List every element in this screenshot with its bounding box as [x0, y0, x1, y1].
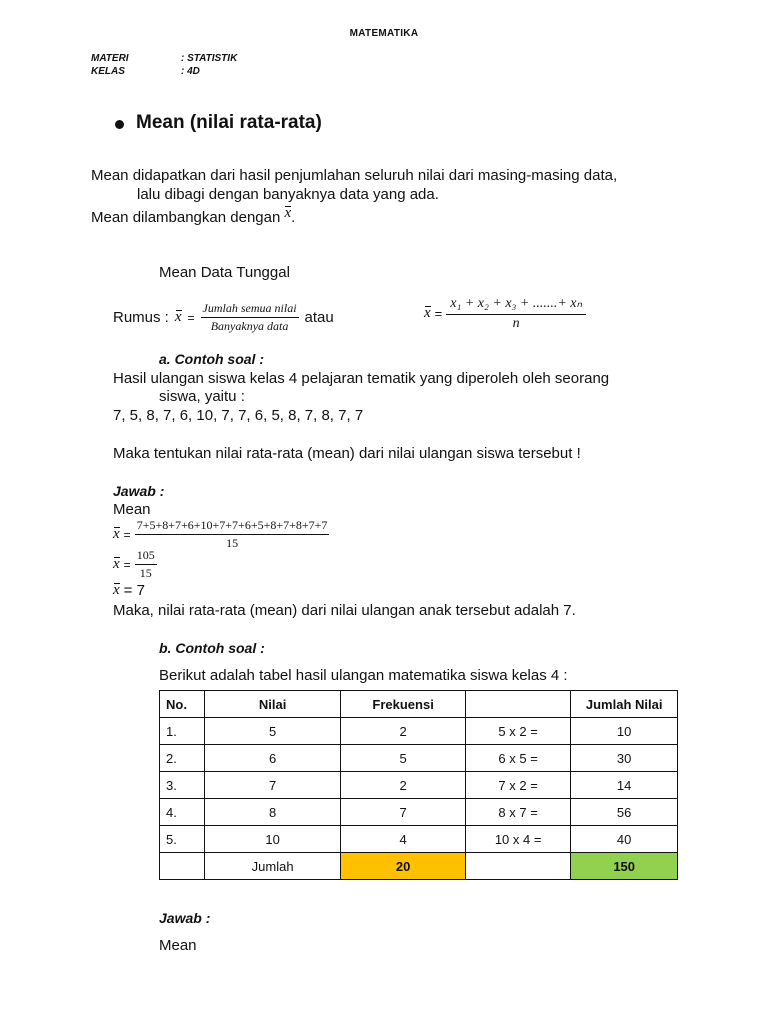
equals-sign: =: [123, 557, 131, 572]
table-cell: 6 x 5 =: [465, 745, 570, 772]
table-cell: 2: [341, 772, 466, 799]
table-cell: 7: [204, 772, 340, 799]
materi-label: MATERI: [91, 53, 129, 64]
document-title: MATEMATIKA: [349, 28, 419, 39]
fraction-numerator: Jumlah semua nilai: [201, 301, 299, 318]
xbar-symbol: x: [113, 556, 120, 572]
table-cell: 10: [204, 826, 340, 853]
xbar-symbol: x: [174, 309, 182, 325]
table-cell: 5: [341, 745, 466, 772]
sigma-formula: [424, 295, 586, 332]
table-cell: 7: [341, 799, 466, 826]
column-header: [465, 691, 570, 718]
table-cell: 5: [204, 718, 340, 745]
section-heading: Mean (nilai rata-rata): [136, 112, 322, 133]
xbar-symbol: x: [113, 582, 120, 598]
step-1-numerator: 7+5+8+7+6+10+7+7+6+5+8+7+8+7+7: [135, 518, 330, 535]
step-1: [113, 518, 329, 551]
rumus-formula: [113, 301, 334, 334]
step-3: [113, 582, 145, 599]
xbar-symbol: x: [284, 205, 292, 221]
table-cell: 10: [571, 718, 678, 745]
subheading-mean-tunggal: Mean Data Tunggal: [159, 264, 290, 281]
step-1-denominator: 15: [226, 536, 239, 550]
step-2: [113, 548, 157, 581]
sigma-numerator: x₁ + x₂ + x₃ + .......+ xₙ: [446, 295, 586, 315]
table-cell: 30: [571, 745, 678, 772]
total-frequency: 20: [341, 853, 466, 880]
table-cell: [160, 853, 205, 880]
xbar-symbol: x: [113, 526, 120, 542]
table-cell: 10 x 4 =: [465, 826, 570, 853]
table-cell: 2: [341, 718, 466, 745]
example-b-intro: Berikut adalah tabel hasil ulangan matematika siswa kelas 4 :: [159, 667, 568, 684]
equals-sign: =: [434, 306, 443, 321]
symbol-sentence-end: .: [291, 209, 296, 226]
table-row: [160, 799, 678, 826]
step-2-fraction: [135, 548, 157, 581]
table-cell: 5 x 2 =: [465, 718, 570, 745]
table-cell: 3.: [160, 772, 205, 799]
table-row: [160, 772, 678, 799]
atau-text: atau: [304, 309, 334, 326]
rumus-fraction: [201, 301, 299, 334]
table-row: [160, 745, 678, 772]
column-header: Nilai: [204, 691, 340, 718]
table-cell: 2.: [160, 745, 205, 772]
equals-sign: =: [123, 527, 131, 542]
example-a-label: a. Contoh soal :: [159, 351, 264, 367]
symbol-sentence: [91, 205, 296, 227]
table-cell: 7 x 2 =: [465, 772, 570, 799]
step-1-fraction: [135, 518, 330, 551]
table-cell: 8: [204, 799, 340, 826]
example-b-mean: Mean: [159, 937, 197, 954]
equals-sign: =: [187, 310, 195, 325]
total-sum: 150: [571, 853, 678, 880]
table-cell: 40: [571, 826, 678, 853]
sigma-fraction: [446, 295, 586, 332]
example-a-values: 7, 5, 8, 7, 6, 10, 7, 7, 6, 5, 8, 7, 8, 7, 7: [113, 407, 364, 424]
example-a-question-line-1: Hasil ulangan siswa kelas 4 pelajaran tematik yang diperoleh oleh seorang: [113, 370, 610, 387]
table-row: [160, 826, 678, 853]
example-a-mean: Mean: [113, 501, 151, 518]
table-cell: 56: [571, 799, 678, 826]
total-label: Jumlah: [204, 853, 340, 880]
example-a-conclusion: Maka, nilai rata-rata (mean) dari nilai ulangan anak tersebut adalah 7.: [113, 602, 576, 619]
table-total-row: [160, 853, 678, 880]
bullet-icon: [115, 120, 124, 129]
materi-value: : STATISTIK: [181, 53, 238, 64]
table-cell: 4: [341, 826, 466, 853]
xbar-symbol: x: [424, 305, 431, 321]
table-header-row: [160, 691, 678, 718]
table-cell: 8 x 7 =: [465, 799, 570, 826]
sigma-denominator: n: [512, 316, 520, 331]
kelas-value: : 4D: [181, 66, 200, 77]
table-cell: 6: [204, 745, 340, 772]
table-row: [160, 718, 678, 745]
frequency-table: [159, 690, 678, 880]
table-cell: [465, 853, 570, 880]
example-a-question-line-2: siswa, yaitu :: [159, 388, 245, 405]
table-cell: 1.: [160, 718, 205, 745]
example-b-label: b. Contoh soal :: [159, 640, 265, 656]
table-cell: 4.: [160, 799, 205, 826]
definition-line-2: lalu dibagi dengan banyaknya data yang ada.: [137, 186, 439, 203]
column-header: Frekuensi: [341, 691, 466, 718]
example-a-jawab: Jawab :: [113, 483, 165, 499]
table-cell: 5.: [160, 826, 205, 853]
fraction-denominator: Banyaknya data: [210, 319, 289, 333]
step-3-result: = 7: [123, 582, 145, 599]
symbol-sentence-text: Mean dilambangkan dengan: [91, 209, 281, 226]
column-header: No.: [160, 691, 205, 718]
rumus-label: Rumus :: [113, 309, 169, 326]
step-2-numerator: 105: [135, 548, 157, 565]
step-2-denominator: 15: [139, 566, 152, 580]
definition-line-1: Mean didapatkan dari hasil penjumlahan seluruh nilai dari masing-masing data,: [91, 167, 618, 184]
kelas-label: KELAS: [91, 66, 125, 77]
example-b-jawab: Jawab :: [159, 910, 211, 926]
table-cell: 14: [571, 772, 678, 799]
column-header: Jumlah Nilai: [571, 691, 678, 718]
example-a-question: Maka tentukan nilai rata-rata (mean) dari nilai ulangan siswa tersebut !: [113, 445, 581, 462]
